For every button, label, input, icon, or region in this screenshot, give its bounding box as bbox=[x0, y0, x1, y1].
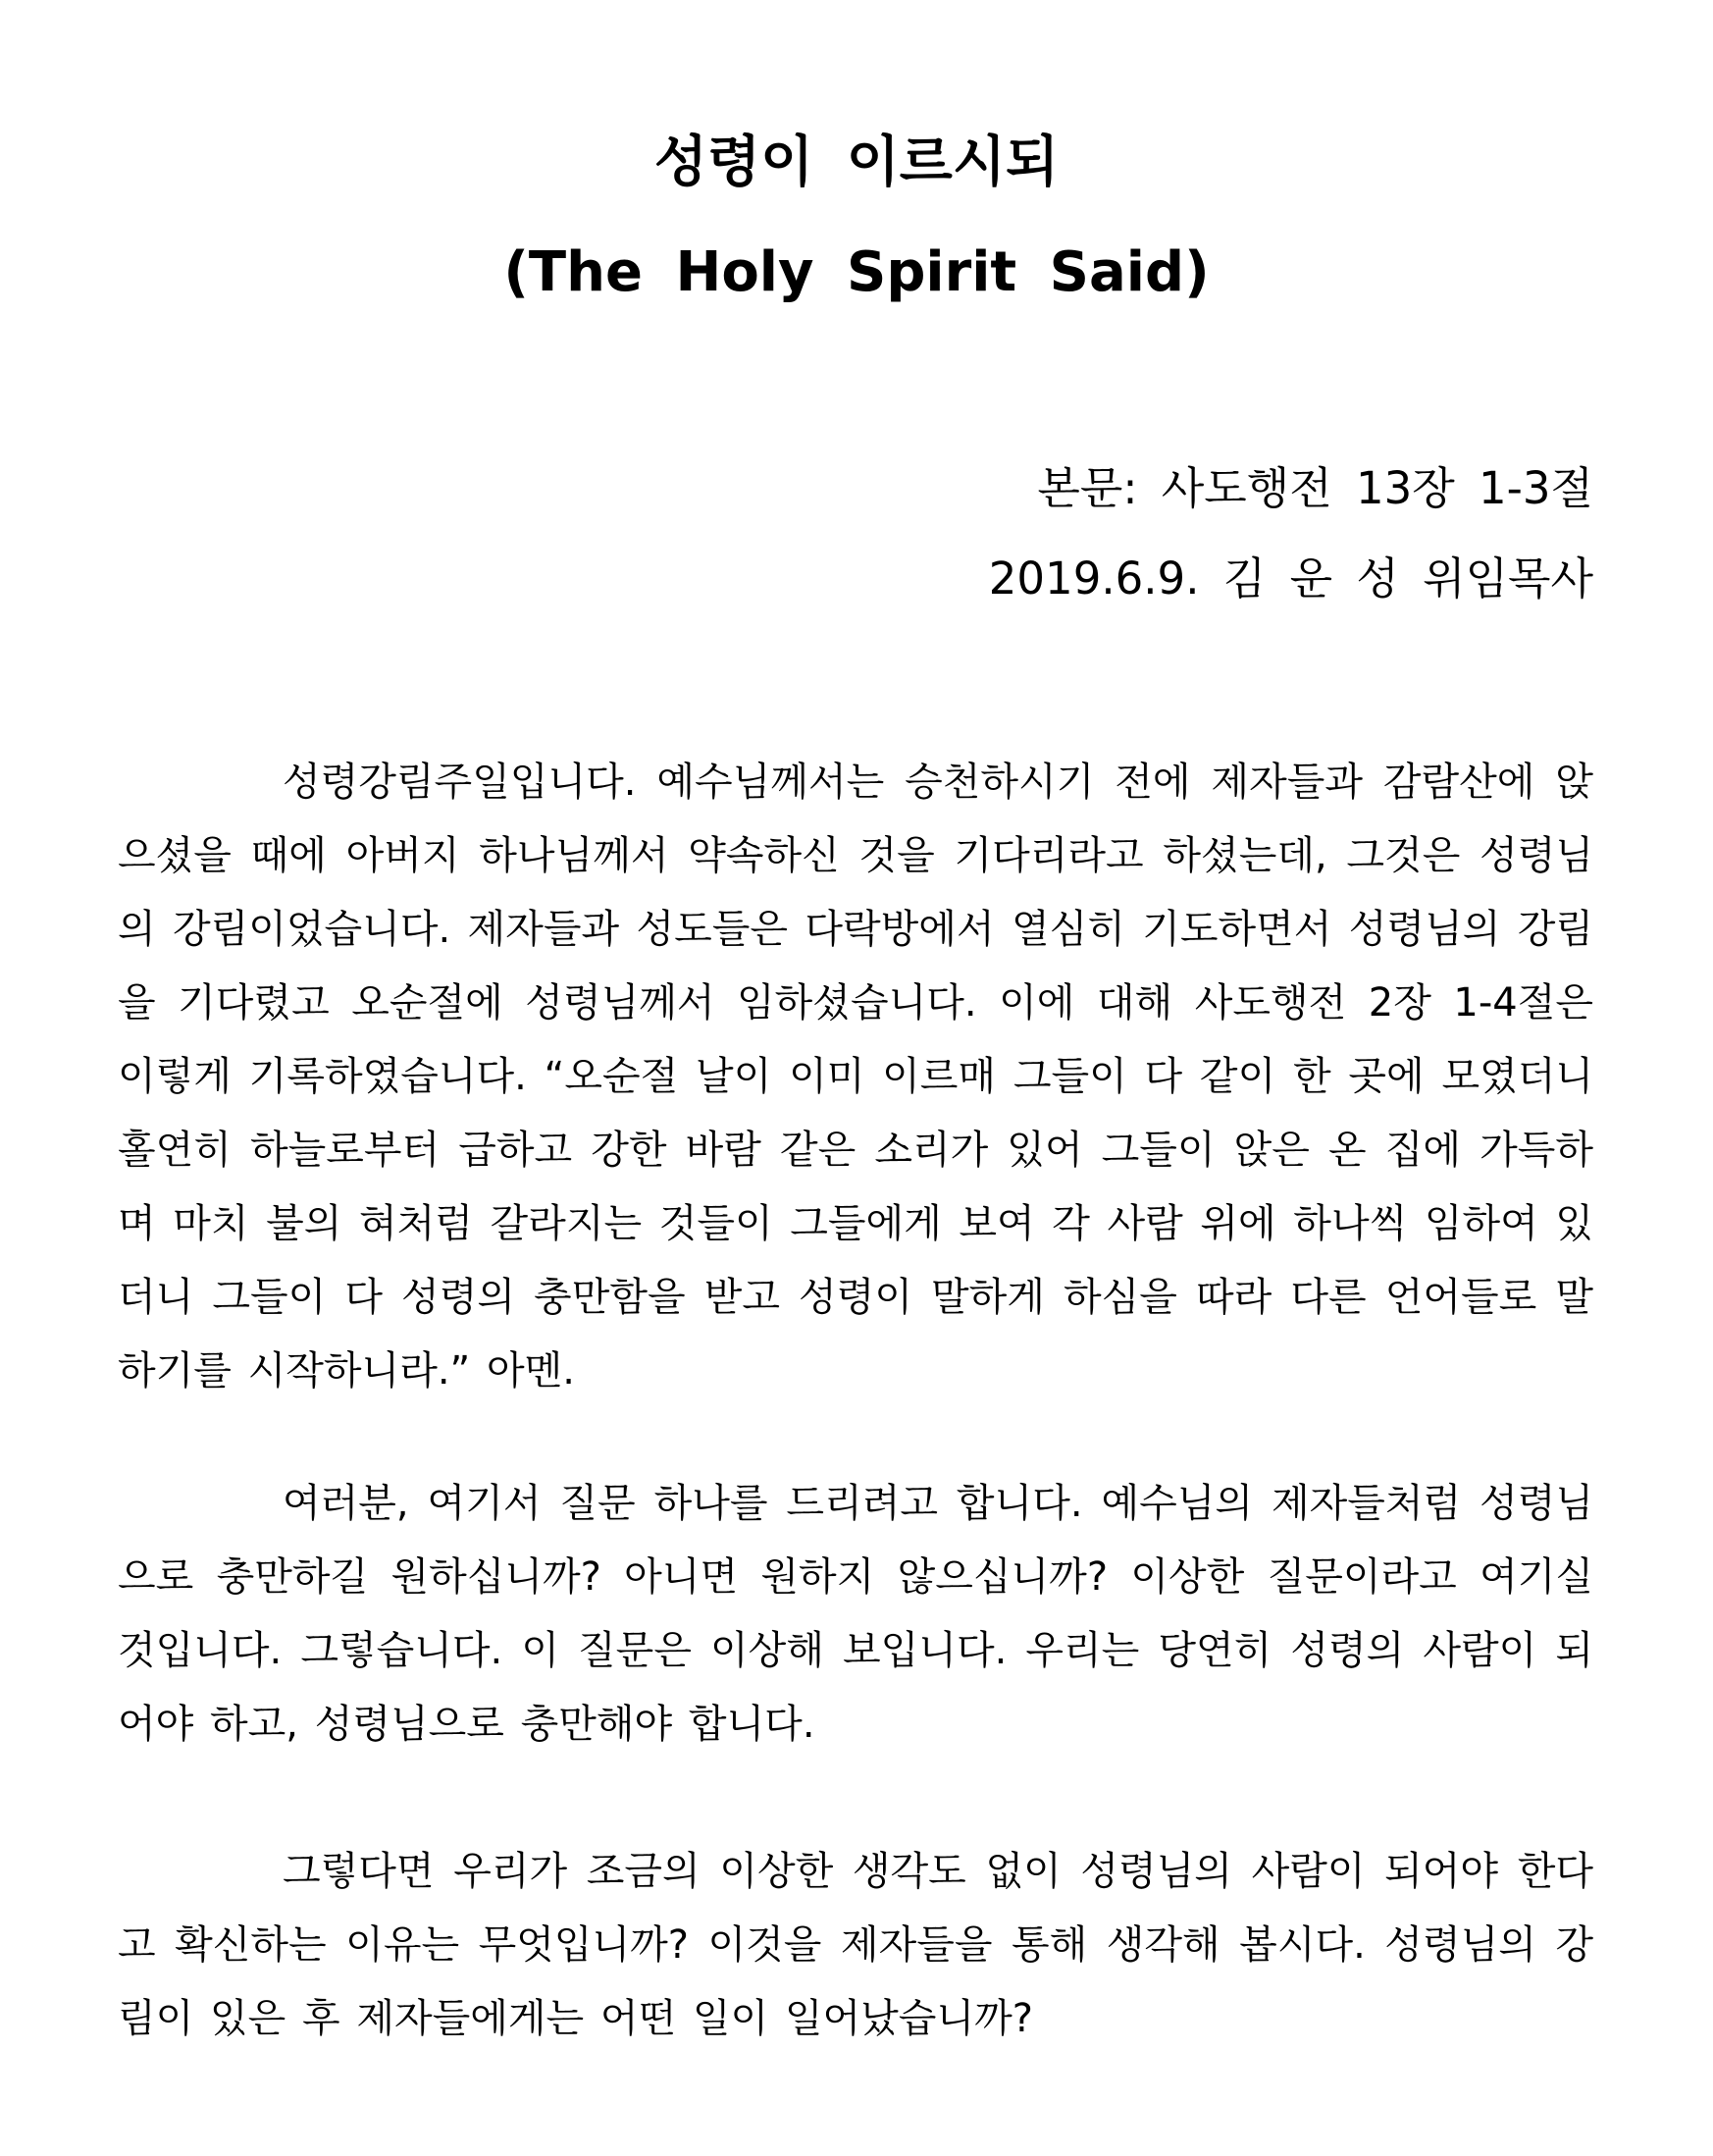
body-section-3 bbox=[118, 1835, 1593, 2056]
body-section-2 bbox=[118, 1467, 1593, 1762]
date-and-preacher: 2019.6.9. 김 운 성 위임목사 bbox=[988, 552, 1593, 605]
sermon-title: 성령이 이르시되 bbox=[653, 131, 1060, 194]
body-section-1 bbox=[118, 746, 1593, 1408]
paragraph-1: 성령강림주일입니다. 예수님께서는 승천하시기 전에 제자들과 감람산에 앉으셨을 때에 아버지 하나님께서 약속하신 것을 기다리라고 하셨는데, 그것은 성령님의 강림이었습니다. 제자들과 성도들은 다락방에서 열심히 기도하면서 성령님의 강림을 기다렸고 오순절에 성령님께서 임하셨습니다. 이에 대해 사도행전 2장 1-4절은 이렇게 기록하였습니다. “오순절 날이 이미 이르매 그들이 다 같이 한 곳에 모였더니 홀연히 하늘로부터 급하고 강한 바람 같은 소리가 있어 그들이 앉은 온 집에 가득하며 마치 불의 혀처럼 갈라지는 것들이 그들에게 보여 각 사람 위에 하나씩 임하여 있더니 그들이 다 성령의 충만함을 받고 성령이 말하게 하심을 따라 다른 언어들로 말하기를 시작하니라.” 아멘. bbox=[118, 760, 1593, 1394]
sermon-title-block bbox=[0, 108, 1713, 328]
paragraph-2: 여러분, 여기서 질문 하나를 드리려고 합니다. 예수님의 제자들처럼 성령님으로 충만하길 원하십니까? 아니면 원하지 않으십니까? 이상한 질문이라고 여기실 것입니다. 그렇습니다. 이 질문은 이상해 보입니다. 우리는 당연히 성령의 사람이 되어야 하고, 성령님으로 충만해야 합니다. bbox=[118, 1481, 1593, 1747]
sermon-subtitle: (The Holy Spirit Said) bbox=[503, 240, 1210, 304]
scripture-reference: 본문: 사도행전 13장 1-3절 bbox=[1037, 462, 1593, 514]
paragraph-3: 그렇다면 우리가 조금의 이상한 생각도 없이 성령님의 사람이 되어야 한다고 확신하는 이유는 무엇입니까? 이것을 제자들을 통해 생각해 봅시다. 성령님의 강림이 있은 후 제자들에게는 어떤 일이 일어났습니까? bbox=[118, 1849, 1593, 2041]
sermon-meta bbox=[989, 444, 1593, 624]
